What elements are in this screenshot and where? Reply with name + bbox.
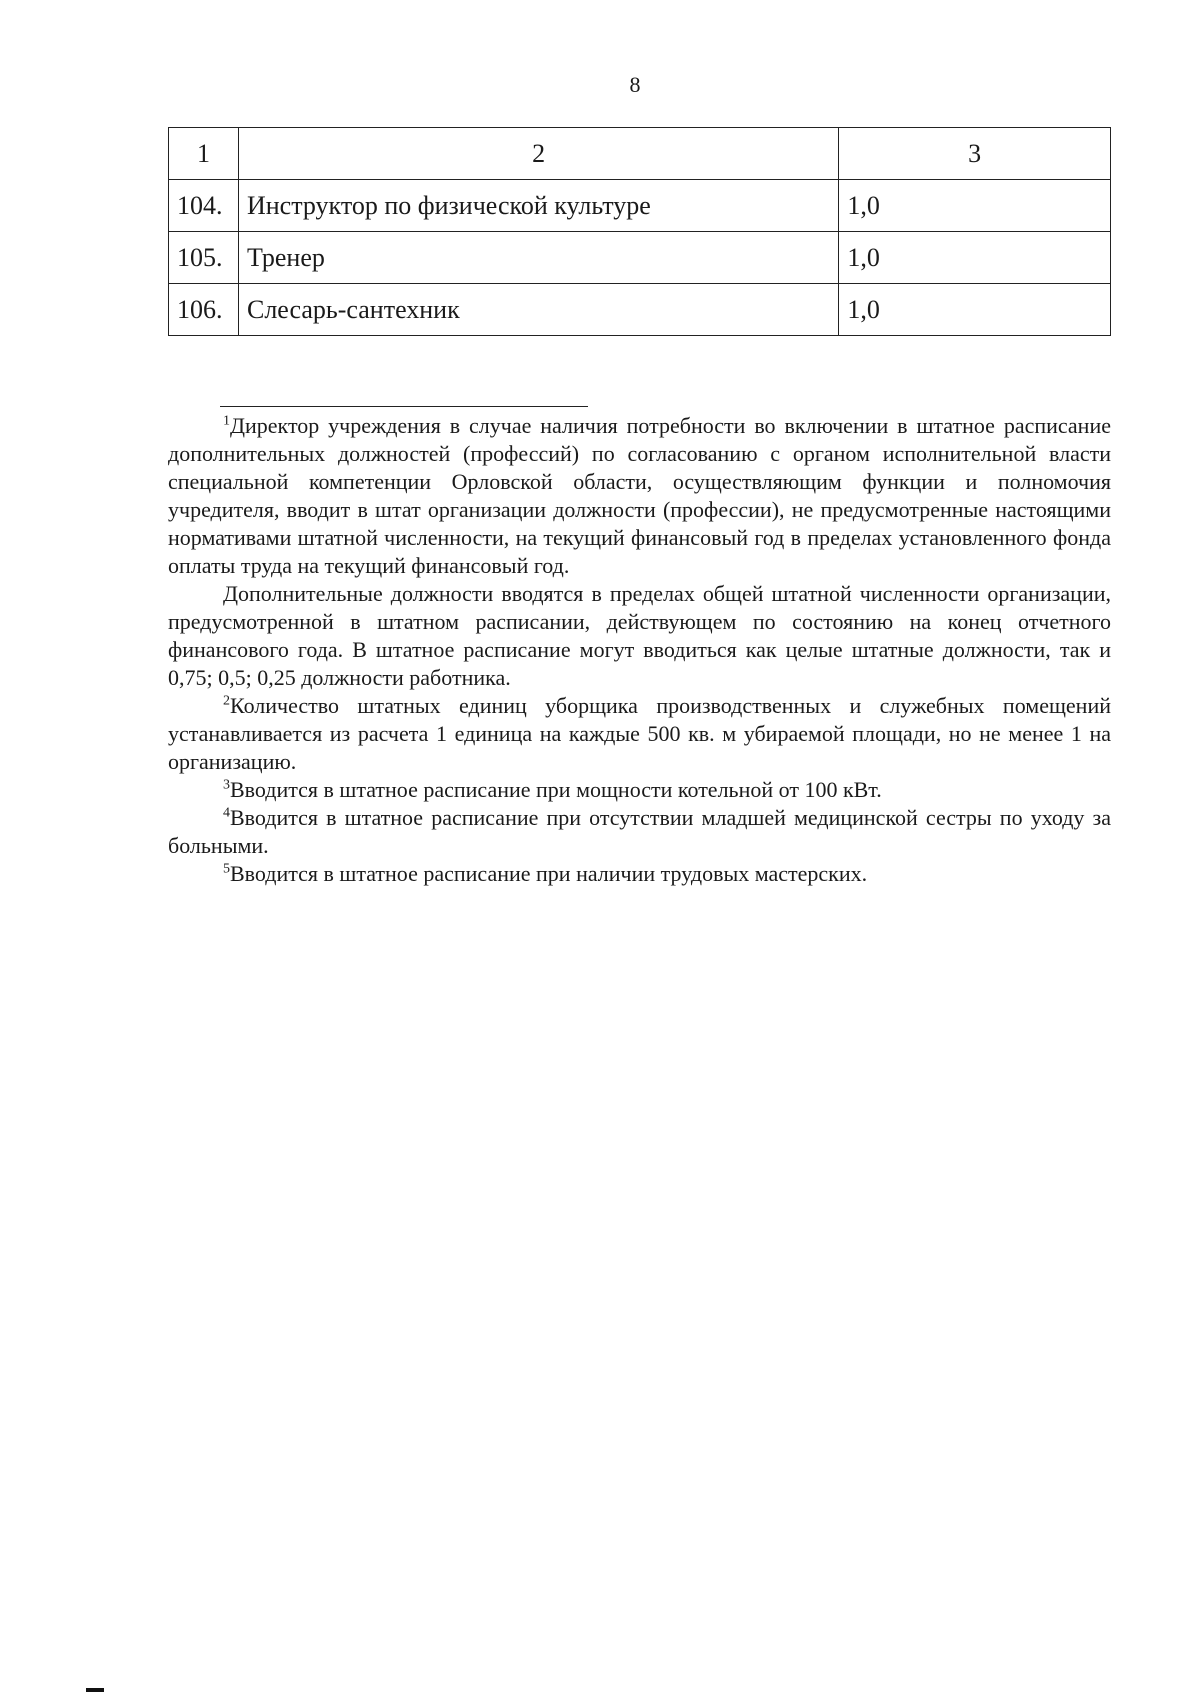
row-value: 1,0 — [839, 180, 1111, 232]
footnote-text: Количество штатных единиц уборщика производственных и служебных помещений устанавливается из расчета 1 единица на каждые 500 кв. м убираемой площади, но не менее 1 на организацию. — [168, 693, 1111, 774]
table-header-row — [169, 128, 1111, 180]
footnote-mark: 5 — [223, 861, 230, 877]
row-position: Тренер — [238, 232, 838, 284]
row-position: Слесарь-сантехник — [238, 284, 838, 336]
header-cell-3: 3 — [839, 128, 1111, 180]
footnote-1-continuation — [168, 580, 1111, 692]
footnote-mark: 2 — [223, 693, 230, 709]
footnotes — [168, 412, 1111, 888]
footnote-text: Вводится в штатное расписание при отсутствии младшей медицинской сестры по уходу за больными. — [168, 805, 1111, 858]
footnote-1 — [168, 412, 1111, 580]
footnote-3 — [168, 776, 1111, 804]
row-number: 106. — [169, 284, 239, 336]
footnote-2 — [168, 692, 1111, 776]
footnote-separator — [220, 406, 588, 407]
row-number: 105. — [169, 232, 239, 284]
footnote-text: Вводится в штатное расписание при наличии трудовых мастерских. — [230, 861, 868, 886]
row-position: Инструктор по физической культуре — [238, 180, 838, 232]
footnote-mark: 1 — [223, 413, 230, 429]
footnote-5 — [168, 860, 1111, 888]
row-value: 1,0 — [839, 284, 1111, 336]
footnote-text: Директор учреждения в случае наличия потребности во включении в штатное расписание дополнительных должностей (профессий) по согласованию с органом исполнительной власти специальной компетенции Орловской области, осуществляющим функции и полномочия учредителя, вводит в штат организации должности (профессии), не предусмотренные настоящими нормативами штатной численности, на текущий финансовый год в пределах установленного фонда оплаты труда на текущий финансовый год. — [168, 413, 1111, 578]
header-cell-1: 1 — [169, 128, 239, 180]
header-cell-2: 2 — [238, 128, 838, 180]
row-number: 104. — [169, 180, 239, 232]
table-row — [169, 180, 1111, 232]
page-number: 8 — [629, 72, 641, 97]
scan-mark — [86, 1688, 104, 1692]
footnote-text: Вводится в штатное расписание при мощности котельной от 100 кВт. — [230, 777, 882, 802]
footnote-mark: 4 — [223, 805, 230, 821]
row-value: 1,0 — [839, 232, 1111, 284]
footnote-mark: 3 — [223, 777, 230, 793]
footnote-4 — [168, 804, 1111, 860]
table-row — [169, 284, 1111, 336]
staff-table — [168, 127, 1111, 336]
footnote-text: Дополнительные должности вводятся в пределах общей штатной численности организации, предусмотренной в штатном расписании, действующем по состоянию на конец отчетного финансового года. В штатное расписание могут вводиться как целые штатные должности, так и 0,75; 0,5; 0,25 должности работника. — [168, 581, 1111, 690]
table-row — [169, 232, 1111, 284]
